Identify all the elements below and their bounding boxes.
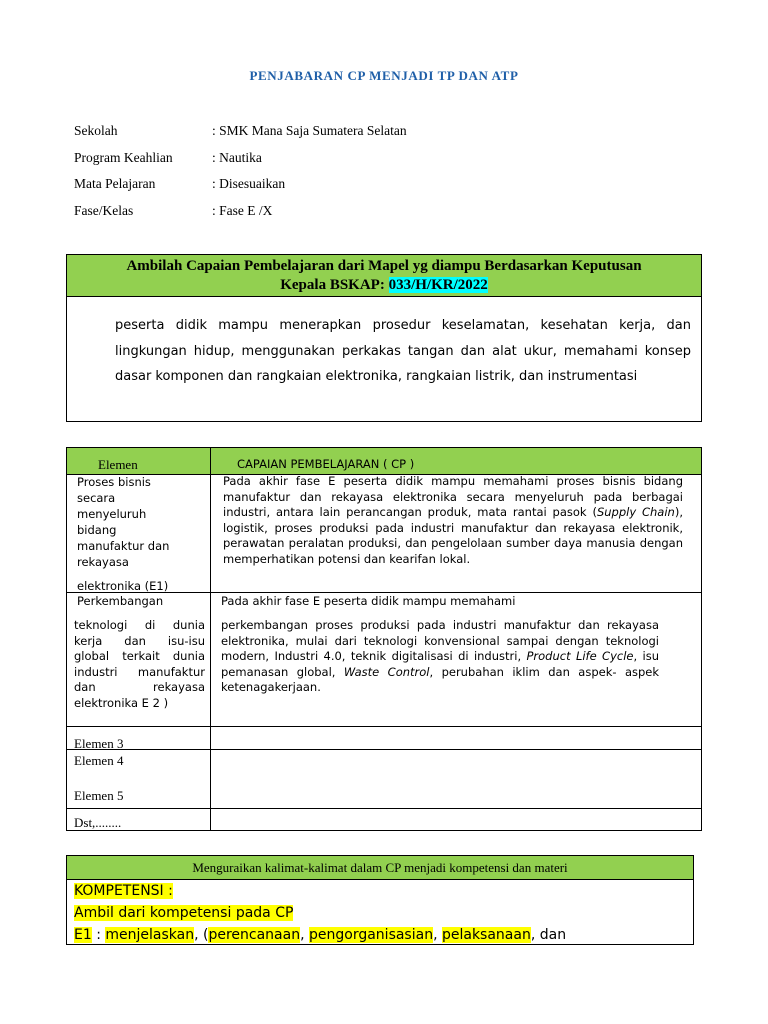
cp-table (66, 447, 702, 831)
kompetensi-e1-line (74, 927, 566, 943)
bskap-code: 033/H/KR/2022 (388, 277, 488, 293)
info-label-fase: Fase/Kelas (74, 203, 134, 218)
sep: , (433, 927, 442, 943)
cp-header-line1: Ambilah Capaian Pembelajaran dari Mapel yg diampu Berdasarkan Keputusan (126, 258, 642, 274)
row-elemen-4: Elemen 4 (74, 753, 124, 768)
row2-cp-text: perkembangan proses produksi pada industri manufaktur dan rekayasa elektronika, mulai dari teknologi konvensional sampai dengan teknologi modern, Industri 4.0, teknik digitalisasi di industri, (221, 618, 659, 663)
sep: , dan (530, 927, 567, 943)
cp-header-prefix: Kepala BSKAP: (280, 277, 389, 293)
row1-elemen-line: bidang (77, 523, 117, 537)
info-value-program: : Nautika (212, 150, 262, 165)
row2-cp-text: , perubahan iklim dan aspek- aspek ketenagakerjaan. (221, 664, 660, 694)
row1-elemen-line: manufaktur dan (77, 539, 170, 553)
cp-box-header (67, 255, 701, 297)
kw-pengorganisasian: pengorganisasian (309, 927, 434, 943)
info-label-program: Program Keahlian (74, 150, 173, 165)
row2-elemen-body: teknologi di dunia kerja dan isu-isu global terkait dunia industri manufaktur dan rekayasa elektronika E 2 ) (74, 618, 205, 710)
row1-elemen-line: menyeluruh (77, 507, 147, 521)
row2-cp-body (221, 618, 659, 696)
kompetensi-note: Ambil dari kompetensi pada CP (74, 905, 294, 921)
row1-elemen (77, 474, 205, 594)
row1-elemen-line: elektronika (E1) (77, 579, 169, 593)
row-dst: Dst,........ (74, 815, 122, 830)
info-value-fase: : Fase E /X (212, 203, 273, 218)
kompetensi-box-header: Menguraikan kalimat-kalimat dalam CP menjadi kompetensi dan materi (67, 856, 693, 880)
info-label-sekolah: Sekolah (74, 123, 118, 138)
cp-box-body: peserta didik mampu menerapkan prosedur keselamatan, kesehatan kerja, dan lingkungan hidup, menggunakan perkakas tangan dan alat ukur, memahami konsep dasar komponen dan rangkaian elektronika, rangkaian listrik, dan instrumentasi (115, 318, 691, 384)
row1-cp-italic: Supply Chain (596, 505, 675, 519)
row2-cp-text: , isu pemanasan global, (221, 649, 659, 679)
row2-elemen-head: Perkembangan (77, 594, 164, 608)
kw-pelaksanaan: pelaksanaan (441, 927, 531, 943)
row1-elemen-line: Proses bisnis (77, 475, 151, 489)
row-elemen-5: Elemen 5 (74, 788, 124, 803)
sep: , ( (194, 927, 209, 943)
kompetensi-box (66, 855, 694, 945)
row2-cp-italic: Product Life Cycle (526, 649, 634, 663)
row1-elemen-line: rekayasa (77, 555, 129, 569)
row-elemen-3: Elemen 3 (74, 736, 124, 751)
info-value-mapel: : Disesuaikan (212, 176, 286, 191)
kw-menjelaskan: menjelaskan (105, 927, 195, 943)
sep: , (300, 927, 309, 943)
header-cp: CAPAIAN PEMBELAJARAN ( CP ) (237, 457, 415, 471)
kompetensi-label: KOMPETENSI : (74, 883, 173, 899)
row1-cp-text: ), logistik, proses produksi pada industri manufaktur dan rekayasa elektronik, perawatan peralatan produksi, dan pengelolaan sumber daya manusia dengan memperhatikan potensi dan kearifan lokal. (223, 505, 683, 566)
cp-box (66, 254, 702, 422)
header-elemen: Elemen (98, 457, 138, 472)
kw-perencanaan: perencanaan (208, 927, 301, 943)
e1-tag: E1 (74, 927, 92, 943)
row1-cp (223, 474, 683, 567)
sep: : (91, 927, 106, 943)
cp-header-line2 (67, 276, 701, 295)
row2-cp-italic: Waste Control (343, 664, 430, 679)
row1-cp-text: Pada akhir fase E peserta didik mampu memahami proses bisnis bidang manufaktur dan rekayasa elektronika secara menyeluruh pada berbagai industri, antara lain perancangan produk, mata rantai pasok ( (223, 474, 683, 519)
info-value-sekolah: : SMK Mana Saja Sumatera Selatan (212, 123, 407, 138)
row1-elemen-line: secara (77, 491, 116, 505)
info-label-mapel: Mata Pelajaran (74, 176, 156, 191)
row2-cp-head: Pada akhir fase E peserta didik mampu memahami (221, 594, 516, 608)
document-title: PENJABARAN CP MENJADI TP DAN ATP (249, 68, 519, 83)
